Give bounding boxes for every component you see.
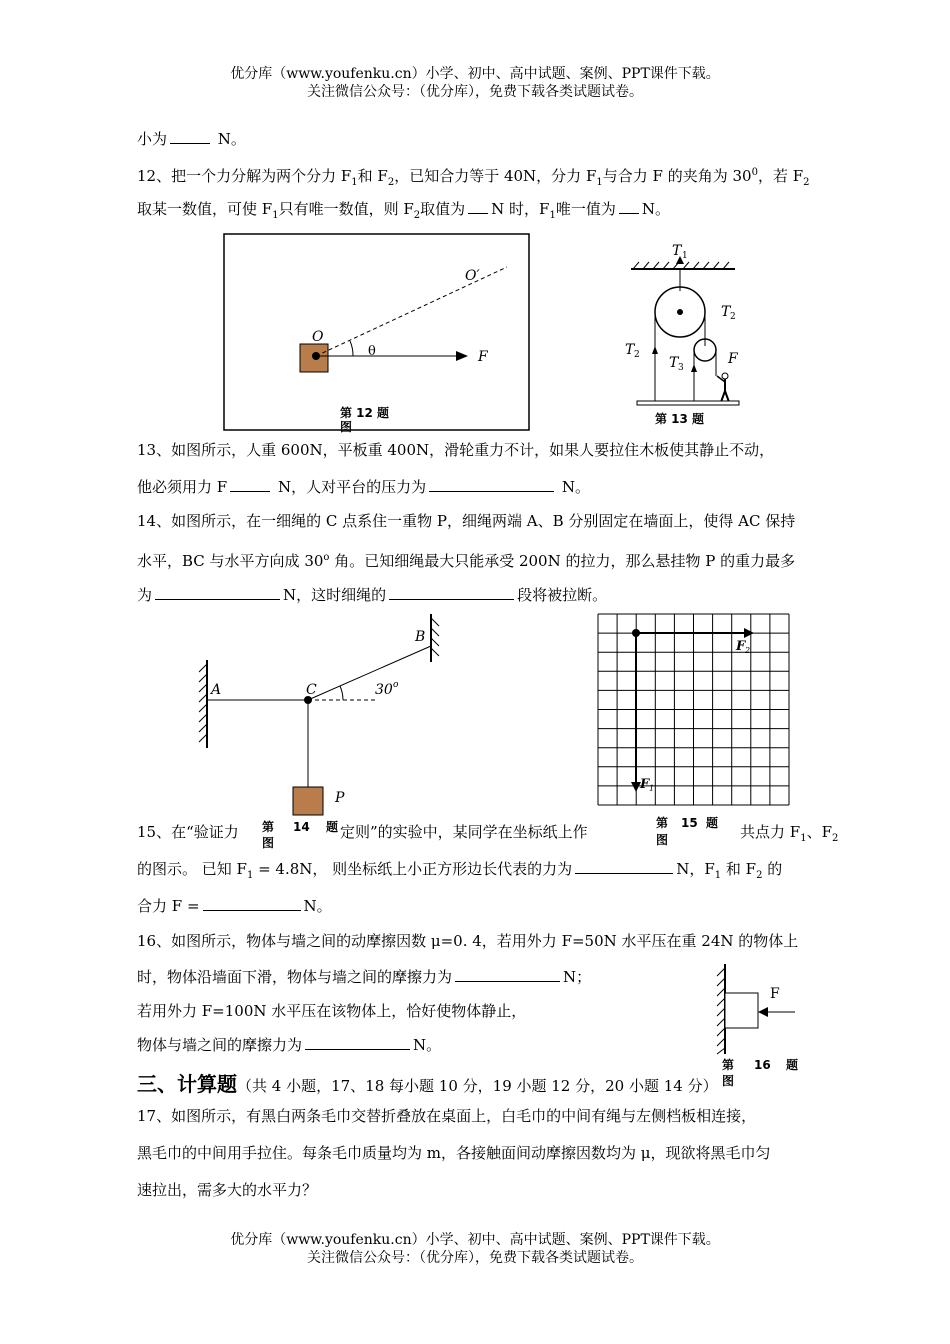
text: 段将被拉断。 bbox=[517, 586, 608, 604]
rope-bc bbox=[308, 646, 431, 700]
answer-blank[interactable] bbox=[170, 129, 210, 144]
label-t2: T bbox=[721, 304, 731, 320]
q17-line2: 黑毛巾的中间用手拉住。每条毛巾质量均为 m，各接触面间动摩擦因数均为 μ，现欲将黑毛巾匀 bbox=[137, 1144, 771, 1162]
grid-lines bbox=[598, 614, 789, 805]
label-f: F bbox=[728, 351, 738, 367]
text: N。 bbox=[413, 1036, 442, 1054]
text: 和 F bbox=[357, 167, 388, 185]
q14-line3 bbox=[137, 585, 837, 605]
text: 水平，BC 与水平方向成 30 bbox=[137, 552, 324, 570]
figure-15-caption-d: 题 bbox=[706, 816, 719, 830]
superscript: o bbox=[323, 552, 330, 563]
arrowhead bbox=[758, 1007, 768, 1017]
angle-arc bbox=[350, 341, 353, 356]
text: 12、把一个力分解为两个分力 F bbox=[137, 167, 352, 185]
weight-p bbox=[293, 787, 323, 815]
label-f1-sub: 1 bbox=[649, 784, 655, 793]
person-leg bbox=[725, 391, 729, 402]
arrowhead bbox=[691, 364, 697, 372]
q14-line1: 14、如图所示，在一细绳的 C 点系住一重物 P，细绳两端 A、B 分别固定在墙面上，使得 AC 保持 bbox=[137, 512, 796, 530]
q13-line2 bbox=[137, 477, 837, 497]
answer-blank[interactable] bbox=[455, 967, 560, 982]
subscript: 1 bbox=[549, 210, 556, 221]
text: 唯一值为 bbox=[555, 200, 616, 218]
label-p: P bbox=[335, 790, 345, 806]
text: 的图示。 已知 F bbox=[137, 860, 247, 878]
q16-line1: 16、如图所示，物体与墙之间的动摩擦因数 μ=0. 4，若用外力 F=50N 水平压在重 24N 的物体上 bbox=[137, 932, 799, 950]
subscript: 2 bbox=[831, 833, 839, 844]
label-theta: θ bbox=[368, 344, 376, 359]
figure-14-caption-d: 题 bbox=[326, 820, 339, 834]
label-f2: F bbox=[736, 639, 746, 654]
q15-line2 bbox=[137, 859, 837, 886]
q16-line3: 若用外力 F=100N 水平压在该物体上，恰好使物体静止， bbox=[137, 1002, 527, 1020]
figure-15-caption-b: 图 bbox=[656, 833, 669, 847]
figure-16-caption-a: 第 bbox=[722, 1058, 735, 1072]
wall-hatch bbox=[717, 968, 725, 1054]
text: = 4.8N， 则坐标纸上小正方形边长代表的力为 bbox=[253, 860, 573, 878]
subscript: 1 bbox=[800, 833, 807, 844]
text: N，这时细绳的 bbox=[283, 586, 387, 604]
q15-line1-c bbox=[740, 822, 840, 849]
text: 只有唯一数值，则 F bbox=[278, 200, 414, 218]
text: 与合力 F 的夹角为 30 bbox=[602, 167, 752, 185]
figure-16-caption-d: 题 bbox=[786, 1058, 799, 1072]
q17-line3: 速拉出，需多大的水平力？ bbox=[137, 1181, 318, 1199]
board bbox=[637, 401, 739, 405]
text: 为 bbox=[137, 586, 153, 604]
q11-tail bbox=[137, 129, 837, 149]
q13-line1: 13、如图所示，人重 600N，平板重 400N，滑轮重力不计，如果人要拉住木板使其静止不动， bbox=[137, 441, 775, 459]
figure-14-caption-c: 14 bbox=[293, 820, 310, 834]
text: N，人对平台的压力为 bbox=[277, 478, 427, 496]
answer-blank[interactable] bbox=[155, 585, 280, 600]
text: N。 bbox=[217, 130, 246, 148]
label-angle-sup: o bbox=[393, 680, 399, 690]
text: 时，物体沿墙面下滑，物体与墙之间的摩擦力为 bbox=[137, 968, 453, 986]
subscript: 2 bbox=[387, 177, 395, 188]
right-wall-hatch bbox=[431, 618, 439, 656]
answer-blank[interactable] bbox=[203, 896, 301, 911]
subscript: 1 bbox=[351, 177, 358, 188]
person-head bbox=[722, 373, 728, 379]
label-t1: T bbox=[672, 243, 682, 259]
answer-blank[interactable] bbox=[429, 477, 554, 492]
label-f1: F bbox=[640, 777, 650, 792]
page-header-line2: 关注微信公众号：（优分库），免费下载各类试题试卷。 bbox=[307, 84, 643, 100]
label-t1-sub: 1 bbox=[682, 251, 688, 261]
q15-line1-a: 15、在“验证力 bbox=[137, 823, 239, 841]
label-f2-sub: 2 bbox=[745, 646, 751, 655]
subscript: 1 bbox=[714, 870, 722, 881]
label-t3: T bbox=[669, 355, 679, 371]
label-c: C bbox=[306, 682, 317, 698]
text: 他必须用力 F bbox=[137, 478, 228, 496]
label-f: F bbox=[770, 986, 780, 1002]
figure-15 bbox=[596, 612, 796, 817]
answer-blank[interactable] bbox=[389, 585, 514, 600]
figure-14-caption-a: 第 bbox=[262, 820, 275, 834]
text: 的 bbox=[762, 860, 783, 878]
text: N； bbox=[563, 968, 592, 986]
figure-14-caption-b: 图 bbox=[262, 836, 275, 850]
label-angle: 30 bbox=[375, 682, 393, 698]
q12-line1 bbox=[137, 163, 837, 193]
q15-line3 bbox=[137, 896, 837, 916]
figure-16-caption-c: 16 bbox=[754, 1058, 771, 1072]
text: 取值为 bbox=[420, 200, 466, 218]
text: 角。已知细绳最大只能承受 200N 的拉力，那么悬挂物 P 的重力最多 bbox=[329, 552, 796, 570]
label-b: B bbox=[415, 629, 426, 645]
section-3-heading bbox=[137, 1068, 718, 1097]
subscript: 2 bbox=[803, 177, 810, 188]
q17-line1: 17、如图所示，有黑白两条毛巾交替折叠放在桌面上，白毛巾的中间有绳与左侧档板相连接， bbox=[137, 1107, 757, 1125]
answer-blank[interactable] bbox=[619, 199, 639, 214]
figure-12-caption: 第 12 题 bbox=[340, 406, 390, 420]
answer-blank[interactable] bbox=[575, 859, 673, 874]
section-title: 三、计算题 bbox=[137, 1072, 237, 1096]
text: 共点力 F bbox=[740, 823, 801, 841]
text: 合力 F = bbox=[137, 897, 200, 915]
text: 物体与墙之间的摩擦力为 bbox=[137, 1036, 303, 1054]
q12-line2 bbox=[137, 199, 837, 226]
q15-line1-b: 定则”的实验中，某同学在坐标纸上作 bbox=[340, 823, 588, 841]
figure-12-caption-2: 图 bbox=[340, 420, 353, 434]
subscript: 2 bbox=[756, 870, 763, 881]
figure-14 bbox=[195, 612, 445, 822]
figure-12 bbox=[222, 232, 532, 432]
arrowhead bbox=[456, 351, 468, 361]
text: N。 bbox=[303, 897, 332, 915]
angle-arc bbox=[340, 686, 343, 700]
answer-blank[interactable] bbox=[230, 477, 270, 492]
text: N 时，F bbox=[491, 200, 550, 218]
figure-15-caption-a: 第 bbox=[656, 816, 669, 830]
person-leg bbox=[721, 391, 725, 402]
text: ，若 F bbox=[757, 167, 804, 185]
page-footer-line2: 关注微信公众号：（优分库），免费下载各类试题试卷。 bbox=[307, 1250, 643, 1266]
figure-frame bbox=[224, 234, 529, 430]
label-t2-left-sub: 2 bbox=[634, 350, 640, 360]
arrowhead bbox=[744, 628, 754, 638]
answer-blank[interactable] bbox=[305, 1035, 410, 1050]
label-f: F bbox=[478, 349, 488, 365]
pulley-axle bbox=[677, 309, 683, 315]
subscript: 2 bbox=[413, 210, 421, 221]
q14-line2 bbox=[137, 548, 837, 571]
figure-16 bbox=[700, 962, 810, 1057]
figure-16-caption-b: 图 bbox=[722, 1074, 735, 1088]
subscript: 1 bbox=[246, 870, 254, 881]
text: 和 F bbox=[721, 860, 757, 878]
page-footer-line1: 优分库（www.youfenku.cn）小学、初中、高中试题、案例、PPT课件下载。 bbox=[230, 1232, 720, 1248]
page-header-line1: 优分库（www.youfenku.cn）小学、初中、高中试题、案例、PPT课件下载。 bbox=[230, 66, 720, 82]
arrowhead bbox=[652, 346, 658, 354]
text: 小为 bbox=[137, 130, 168, 148]
figure-15-caption-c: 15 bbox=[681, 816, 698, 830]
block bbox=[725, 993, 758, 1028]
text: N。 bbox=[561, 478, 591, 496]
label-t2-left: T bbox=[625, 342, 635, 358]
figure-13-caption: 第 13 题 bbox=[655, 412, 705, 426]
subscript: 1 bbox=[272, 210, 279, 221]
text: ，已知合力等于 40N，分力 F bbox=[394, 167, 597, 185]
label-t3-sub: 3 bbox=[678, 363, 684, 373]
label-o-prime: O′ bbox=[465, 268, 480, 284]
text: N。 bbox=[641, 200, 670, 218]
text: 、F bbox=[806, 823, 832, 841]
answer-blank[interactable] bbox=[468, 199, 488, 214]
section-note: （共 4 小题，17、18 每小题 10 分，19 小题 12 分，20 小题 14 分） bbox=[237, 1077, 718, 1095]
label-a: A bbox=[211, 682, 222, 698]
text: N，F bbox=[676, 860, 715, 878]
superscript: 0 bbox=[751, 167, 758, 178]
text: 取某一数值，可使 F bbox=[137, 200, 273, 218]
label-o: O bbox=[312, 329, 324, 345]
subscript: 1 bbox=[596, 177, 603, 188]
label-t2-sub: 2 bbox=[730, 312, 736, 322]
figure-13 bbox=[625, 236, 745, 411]
left-wall-hatch bbox=[199, 664, 207, 742]
